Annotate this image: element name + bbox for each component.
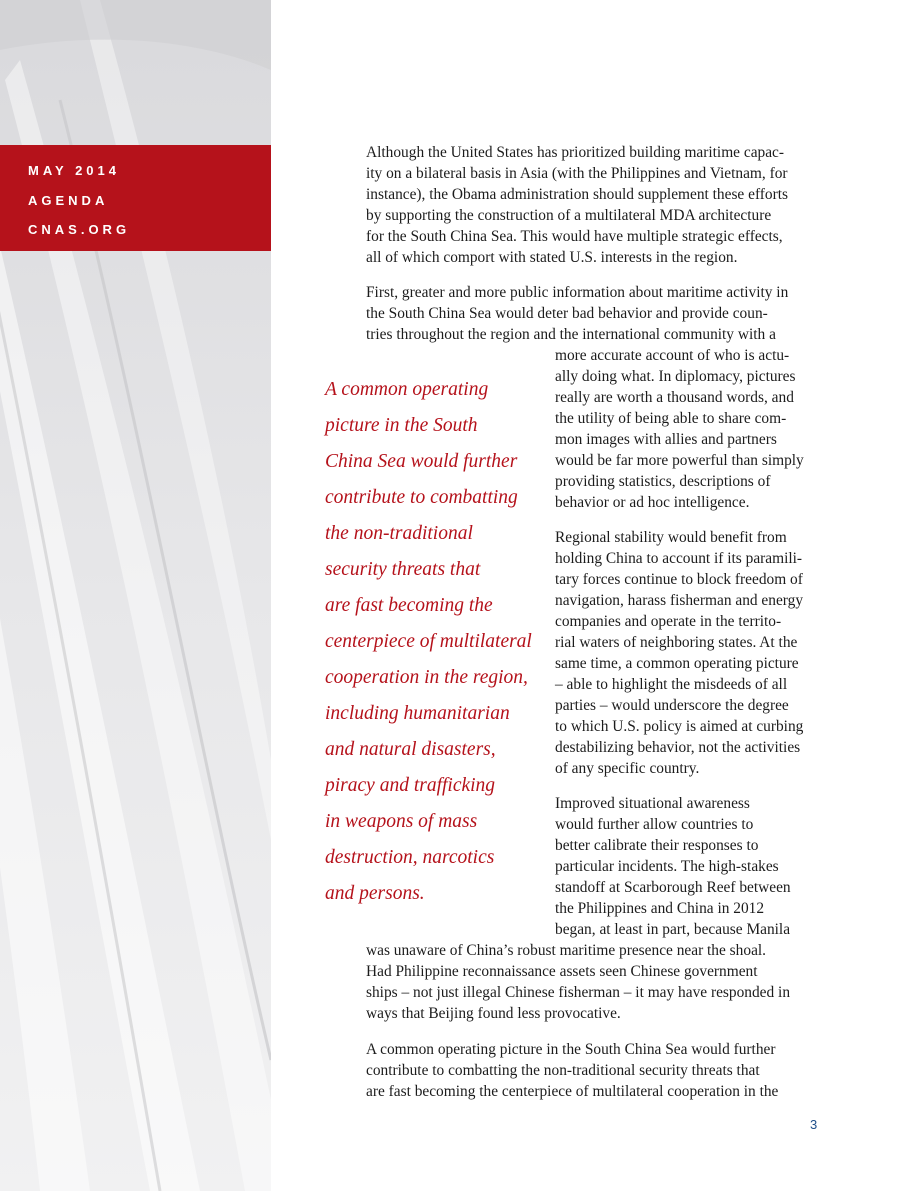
text-line: tries throughout the region and the international community with a xyxy=(366,326,776,343)
text-line: tary forces continue to block freedom of xyxy=(555,571,803,588)
website-link[interactable]: CNAS.ORG xyxy=(28,222,131,237)
text-line: rial waters of neighboring states. At the xyxy=(555,634,798,651)
section-label: AGENDA xyxy=(28,193,109,208)
pull-quote-line: destruction, narcotics xyxy=(325,847,495,868)
text-line: the Philippines and China in 2012 xyxy=(555,900,765,917)
text-line: ally doing what. In diplomacy, pictures xyxy=(555,368,796,385)
text-line: all of which comport with stated U.S. interests in the region. xyxy=(366,249,738,266)
text-line: A common operating picture in the South China Sea would further xyxy=(366,1041,776,1058)
paragraph-2-continued xyxy=(555,345,804,513)
text-line: ity on a bilateral basis in Asia (with the Philippines and Vietnam, for xyxy=(366,165,788,182)
text-line: companies and operate in the territo- xyxy=(555,613,782,630)
text-line: really are worth a thousand words, and xyxy=(555,389,794,406)
pull-quote-line: and persons. xyxy=(325,883,425,904)
text-line: destabilizing behavior, not the activities xyxy=(555,739,801,756)
text-line: parties – would underscore the degree xyxy=(555,697,789,714)
text-line: same time, a common operating picture xyxy=(555,655,799,672)
pull-quote-line: contribute to combatting xyxy=(325,487,518,508)
text-line: are fast becoming the centerpiece of multilateral cooperation in the xyxy=(366,1083,779,1100)
paragraph-1 xyxy=(366,142,788,268)
pull-quote-line: piracy and trafficking xyxy=(325,775,496,796)
pull-quote-line: cooperation in the region, xyxy=(325,667,528,688)
text-line: by supporting the construction of a multilateral MDA architecture xyxy=(366,207,772,224)
text-line: for the South China Sea. This would have multiple strategic effects, xyxy=(366,228,783,245)
text-line: particular incidents. The high-stakes xyxy=(555,858,779,875)
text-line: providing statistics, descriptions of xyxy=(555,473,771,490)
text-line: navigation, harass fisherman and energy xyxy=(555,592,804,609)
text-line: would further allow countries to xyxy=(555,816,754,833)
text-line: behavior or ad hoc intelligence. xyxy=(555,494,750,511)
text-line: more accurate account of who is actu- xyxy=(555,347,790,364)
text-line: Although the United States has prioritized building maritime capac- xyxy=(366,144,785,161)
text-line: was unaware of China’s robust maritime presence near the shoal. xyxy=(366,942,767,959)
text-line: contribute to combatting the non-traditional security threats that xyxy=(366,1062,760,1079)
paragraph-2 xyxy=(366,282,788,345)
pull-quote-line: centerpiece of multilateral xyxy=(325,631,532,652)
text-line: First, greater and more public information about maritime activity in xyxy=(366,284,789,301)
page-number: 3 xyxy=(810,1117,818,1132)
paragraph-5 xyxy=(366,1039,778,1102)
text-line: better calibrate their responses to xyxy=(555,837,759,854)
pull-quote-line: and natural disasters, xyxy=(325,739,496,760)
text-line: would be far more powerful than simply xyxy=(555,452,804,469)
pull-quote-line: picture in the South xyxy=(325,415,478,436)
text-line: ships – not just illegal Chinese fisherman – it may have responded in xyxy=(366,984,791,1001)
pull-quote-line: China Sea would further xyxy=(325,451,518,472)
paragraph-4 xyxy=(555,793,791,940)
pull-quote-line: are fast becoming the xyxy=(325,595,493,616)
pull-quote-line: in weapons of mass xyxy=(325,811,478,832)
text-line: standoff at Scarborough Reef between xyxy=(555,879,791,896)
pull-quote-line: A common operating xyxy=(325,379,489,400)
text-line: of any specific country. xyxy=(555,760,700,777)
text-line: the South China Sea would deter bad behavior and provide coun- xyxy=(366,305,768,322)
pull-quote-line: the non-traditional xyxy=(325,523,473,544)
text-line: holding China to account if its paramili- xyxy=(555,550,803,567)
pull-quote xyxy=(325,372,532,912)
text-line: ways that Beijing found less provocative. xyxy=(366,1005,621,1022)
paragraph-3 xyxy=(555,527,803,779)
text-line: – able to highlight the misdeeds of all xyxy=(555,676,788,693)
header-banner xyxy=(0,145,271,251)
text-line: mon images with allies and partners xyxy=(555,431,777,448)
text-line: instance), the Obama administration should supplement these efforts xyxy=(366,186,789,203)
text-line: to which U.S. policy is aimed at curbing xyxy=(555,718,804,735)
pull-quote-line: including humanitarian xyxy=(325,703,510,724)
date-label: MAY 2014 xyxy=(28,163,120,178)
text-line: began, at least in part, because Manila xyxy=(555,921,791,938)
text-line: the utility of being able to share com- xyxy=(555,410,787,427)
pull-quote-line: security threats that xyxy=(325,559,481,580)
text-line: Regional stability would benefit from xyxy=(555,529,787,546)
text-line: Improved situational awareness xyxy=(555,795,750,812)
text-line: Had Philippine reconnaissance assets seen Chinese government xyxy=(366,963,758,980)
paragraph-4-continued xyxy=(366,940,790,1024)
